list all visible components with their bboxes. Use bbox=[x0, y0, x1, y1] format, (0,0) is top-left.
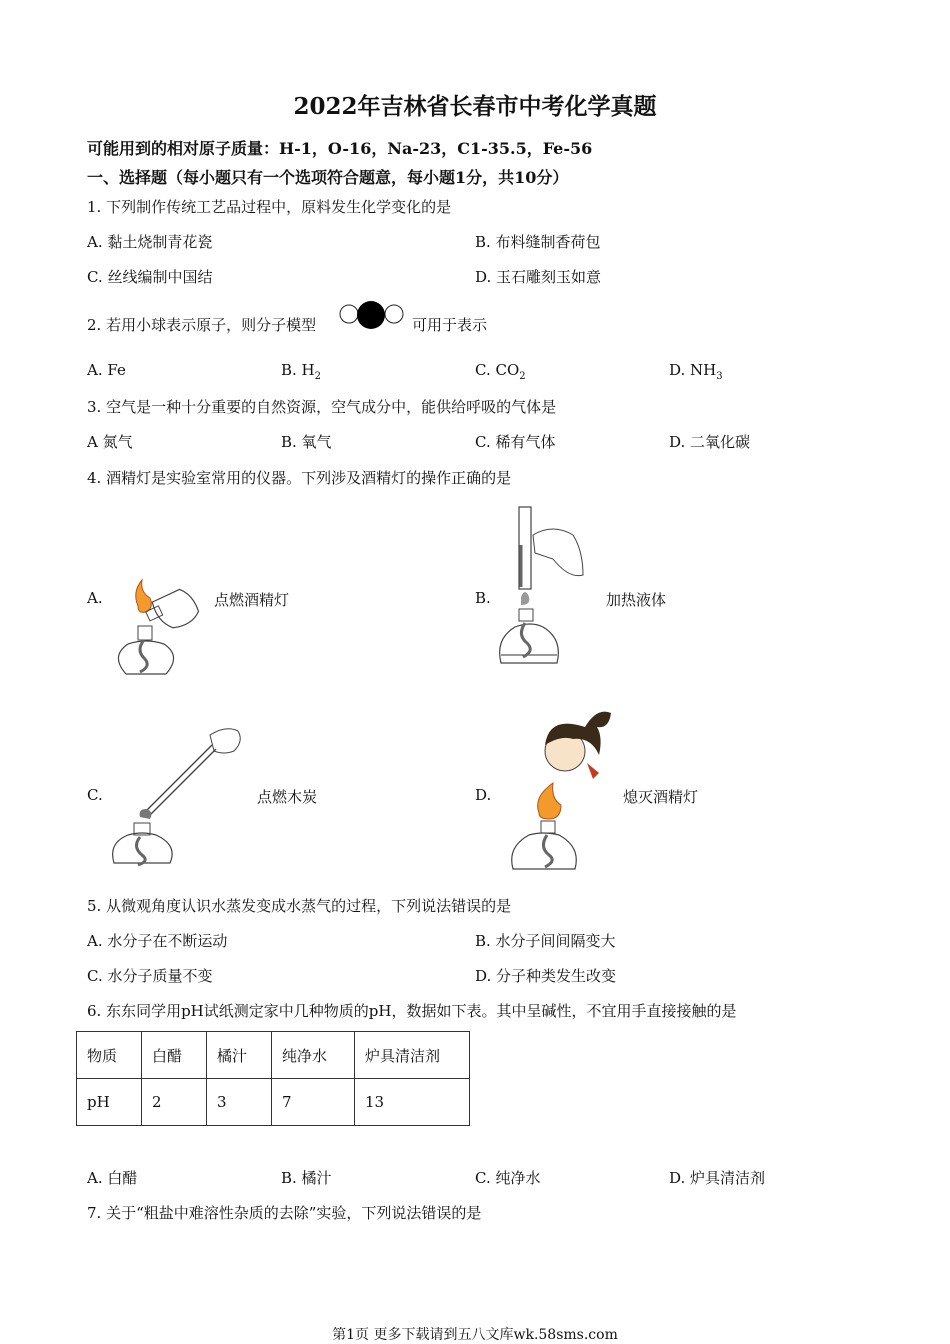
q3-option-b: B. 氧气 bbox=[281, 433, 332, 451]
q6-option-d: D. 炉具清洁剂 bbox=[669, 1169, 766, 1187]
q2-option-d: D. $NH_3$ bbox=[669, 361, 723, 382]
q6-option-b: B. 橘汁 bbox=[281, 1169, 332, 1187]
heating-liquid-figure bbox=[495, 505, 595, 670]
q4-stem: 4. 酒精灯是实验室常用的仪器。下列涉及酒精灯的操作正确的是 bbox=[87, 469, 512, 487]
q4-option-b-caption: 加热液体 bbox=[606, 591, 667, 609]
q2-option-b: B. $H_2$ bbox=[281, 361, 322, 382]
q3-option-c: C. 稀有气体 bbox=[475, 433, 556, 451]
q1-option-b: B. 布料缝制香荷包 bbox=[475, 233, 601, 251]
blowing-out-lamp-figure bbox=[505, 705, 620, 873]
table-cell: 橘汁 bbox=[207, 1032, 272, 1079]
q6-stem: 6. 东东同学用pH试纸测定家中几种物质的pH，数据如下表。其中呈碱性，不宜用手直接接触的是 bbox=[87, 1002, 737, 1020]
q2-option-c: C. $CO_2$ bbox=[475, 361, 526, 382]
table-row bbox=[77, 1079, 470, 1126]
q4-option-a-caption: 点燃酒精灯 bbox=[214, 591, 290, 609]
table-cell: pH bbox=[77, 1079, 142, 1126]
lighting-charcoal-figure bbox=[110, 715, 250, 870]
q4-option-c-caption: 点燃木炭 bbox=[257, 788, 318, 806]
q2-option-a: A. Fe bbox=[87, 361, 126, 379]
q2-stem-before: 2. 若用小球表示原子，则分子模型 bbox=[87, 316, 317, 334]
q3-option-a: A 氮气 bbox=[87, 433, 133, 451]
molecule-model-figure bbox=[338, 300, 408, 332]
q4-option-a-letter: A. bbox=[87, 589, 103, 607]
table-cell: 物质 bbox=[77, 1032, 142, 1079]
q1-option-d: D. 玉石雕刻玉如意 bbox=[475, 268, 602, 286]
q3-option-d: D. 二氧化碳 bbox=[669, 433, 751, 451]
q4-option-d-caption: 熄灭酒精灯 bbox=[623, 788, 699, 806]
q1-option-a: A. 黏土烧制青花瓷 bbox=[87, 233, 213, 251]
q4-option-b-letter: B. bbox=[475, 589, 491, 607]
q5-option-d: D. 分子种类发生改变 bbox=[475, 967, 617, 985]
atomic-masses: 可能用到的相对原子质量：H-1，O-16，Na-23，C1-35.5，Fe-56 bbox=[87, 139, 593, 158]
q3-stem: 3. 空气是一种十分重要的自然资源，空气成分中，能供给呼吸的气体是 bbox=[87, 398, 557, 416]
table-cell: 2 bbox=[142, 1079, 207, 1126]
q5-option-b: B. 水分子间间隔变大 bbox=[475, 932, 616, 950]
table-cell: 3 bbox=[207, 1079, 272, 1126]
page-footer: 第1页 更多下载请到五八文库wk.58sms.com bbox=[332, 1327, 618, 1343]
q5-option-c: C. 水分子质量不变 bbox=[87, 967, 213, 985]
q6-option-a: A. 白醋 bbox=[87, 1169, 138, 1187]
section-heading: 一、选择题（每小题只有一个选项符合题意，每小题1分，共10分） bbox=[87, 168, 569, 187]
q1-stem: 1. 下列制作传统工艺品过程中，原料发生化学变化的是 bbox=[87, 198, 452, 216]
q1-option-c: C. 丝线编制中国结 bbox=[87, 268, 213, 286]
table-cell: 纯净水 bbox=[272, 1032, 355, 1079]
table-header-row bbox=[77, 1032, 470, 1079]
q5-stem: 5. 从微观角度认识水蒸发变成水蒸气的过程，下列说法错误的是 bbox=[87, 897, 512, 915]
lighting-lamp-figure bbox=[108, 570, 210, 678]
q2-stem-after: 可用于表示 bbox=[412, 316, 488, 334]
table-cell: 白醋 bbox=[142, 1032, 207, 1079]
q4-option-c-letter: C. bbox=[87, 786, 103, 804]
page-title: 2022年吉林省长春市中考化学真题 bbox=[293, 93, 657, 120]
table-cell: 7 bbox=[272, 1079, 355, 1126]
ph-table bbox=[76, 1031, 470, 1126]
q7-stem: 7. 关于“粗盐中难溶性杂质的去除”实验，下列说法错误的是 bbox=[87, 1204, 482, 1222]
table-cell: 炉具清洁剂 bbox=[355, 1032, 470, 1079]
q6-option-c: C. 纯净水 bbox=[475, 1169, 541, 1187]
q4-option-d-letter: D. bbox=[475, 786, 492, 804]
table-cell: 13 bbox=[355, 1079, 470, 1126]
q5-option-a: A. 水分子在不断运动 bbox=[87, 932, 228, 950]
